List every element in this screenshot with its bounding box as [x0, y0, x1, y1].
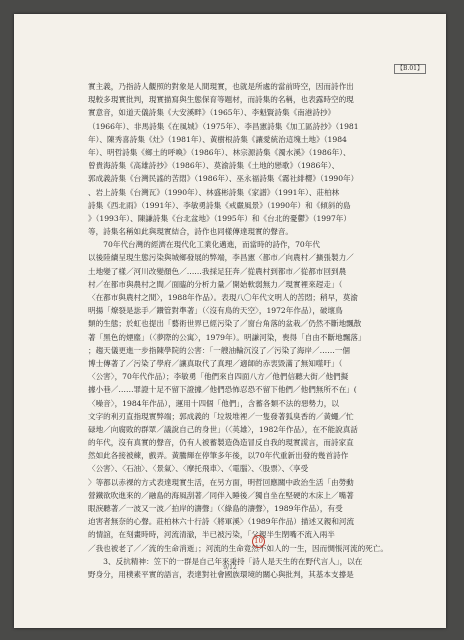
text-line: 據小巷／……罪證十足不留下證據／他們恐怖忍恐不留下他們／他們無所不在」( [88, 385, 357, 395]
document-body [88, 80, 406, 581]
text-line: 著「黑色的煙塵」（〈夢際的公寓〉，1979年）。明謙河染，喪得「自由不斷地飄落」 [88, 332, 366, 342]
text-line: 郭成義詩集《台灣民謠的苦悶》（1986年）、巫永福詩集《霧社緋櫻》（1990年） [88, 174, 359, 184]
text-line: 文字的利刃直指現實弊端；郭成義的「垃圾堆裡／一隻發著狐臭香的／黃蠅／忙 [88, 411, 354, 421]
text-line: 村／在都市與農村之間／面臨的分析力量／開始軟弱無力／現實裡來趕走」（ [88, 279, 343, 289]
text-line: 明揚「燎裂是毖手／鑽管對準著」（〈沒有鳥的天空〉，1972年作品），破壞鳥 [88, 306, 343, 316]
text-line: 的年代，沒有真實的聲音，仍有人被蓄製造偽造冒反自我的現實謊言，而詩家直 [88, 438, 354, 448]
circled-annotation-mark: 10 [252, 535, 265, 548]
text-line: 實主義，乃指詩人觀照的對象是人間現實，也就是所處的當前時空，因而詩作出 [88, 82, 354, 91]
text-line: 類的生態；於虹也提出「藝術世界已經污染了／窗台角落的盆栽／仍然不斷地飄散 [88, 319, 362, 329]
text-line: ；趨天儀更進一步指陳學院的公害：「一艘油輪沉沒了／污染了海岸／……一個 [88, 345, 350, 355]
text-line: 迫害者無奈的心聲。莊柏林六十行詩〈將軍溪〉（1989年作品）描述又親和河流 [88, 517, 355, 527]
text-line: ／我也被老了／／流的生命消逝」；河流的生命竟然不如人的一生，因而惆悵河流的死亡。 [88, 543, 388, 553]
text-line: 〉等都以赤裸的方式表達現實生活，在另方面，明哲回應關中政治生活「由勞動 [88, 477, 354, 487]
text-line: 等，詩集名稱如此與現實結合，詩作也同樣傳達現實的聲音。 [88, 227, 294, 237]
text-line: 〈噪音〉，1984年作品），運用十四個「他們」，含蓄各類不法的惡勢力，以 [88, 398, 339, 408]
text-line: 詩集《西北雨》（1991年）、李敏勇詩集《戒嚴風景》（1990年）和《傾斜的島 [88, 200, 351, 210]
document-page [14, 14, 446, 628]
text-line: 》（1993年）、陳謙詩集《台北盆地》（1995年）和《台北的憂鬱》（1997年） [88, 213, 351, 223]
text-line: 營鐵欲吹進來的／融島的海風刮著／同伴入睡後／獨自坐在堅硬的木床上／嘴著 [88, 490, 354, 500]
text-line: 年）、陳秀喜詩集《灶》（1981年）、黃樹根詩集《讓愛統治這塊土地》（1984 [88, 134, 347, 144]
text-line: 然如此各接被練，戲弄。黃騰輝在停筆多年後，以70年代重新出發的幾首詩作 [88, 451, 349, 461]
text-line: 博士傳著了／污染了學府／讓真取代了真理／適師的赤衷毀滿了無知噬吁」（ [88, 358, 343, 368]
text-line: 野身分，用樸素平實的語言，表達對社會國族環境的關心與批判，其基本支撐是 [88, 569, 354, 579]
text-line: 〈在都市與農村之間〉，1988年作品）。表現八〇年代文明人的苦悶；稍早，莫渝 [88, 293, 358, 302]
text-line: 實意音，如道天儀詩集《大安溪畔》（1965年）、李魁賢詩集《南港詩抄》 [88, 108, 336, 118]
text-line: 土地變了樣／河川改變顏色／……我採足狂奔／從農村到都市／從都市回到農 [88, 266, 347, 276]
text-line: 70年代台灣的經濟在現代化工業化邁進，而當時的詩作，70年代 [88, 240, 320, 250]
text-line: 3、反抗精神：笠下的一群是自己年來秉持「詩人是天生的在野代言人」，以在 [88, 556, 363, 566]
text-line: 〈公害〉、〈石油〉、〈景氣〉、〈摩托飛車〉、〈電腦〉、〈股票〉、〈享受 [88, 464, 309, 474]
text-line: 曾貴海詩集《高雄詩抄》（1986年）、莫渝詩集《土地的戀歌》（1986年）、 [88, 161, 340, 171]
text-line: 碌地／向腐敗的群眾／議說自己的身世」（〈英雄〉，1982年作品），在不能說真話 [88, 424, 358, 434]
text-line: 現較多現實批判，現實描寫與生態保育等題材，而詩集的名稱，也表露時空的現 [88, 95, 354, 105]
text-line: 以後陸續呈現生態污染與城鄉發展的弊端，李昌憲〈都市／向農村／擴張製力／ [88, 253, 354, 263]
text-line: 、岩上詩集《台灣瓦》（1990年）、林盛彬詩集《家譜》（1991年）、莊柏林 [88, 187, 340, 197]
text-line: 年）、明哲詩集《鄉土的呼喚》（1986年）、林宗源詩集《濁水溪》（1986年）、 [88, 147, 351, 157]
page-tag: 【B.01】 [394, 64, 426, 74]
text-line: 眼淚聽著／一波又一波／拍岸的濤聲」（〈綠島的濤聲〉，1989年作品），有受 [88, 504, 343, 513]
text-line: 〈公害〉，70年代作品）；李敏勇「他們來自四面八方／他們信聽大街／他們擬 [88, 372, 349, 382]
text-line: （1966年）、非馬詩集《在風城》（1975年）、李昌憲詩集《加工區詩抄》（1981 [88, 121, 359, 131]
text-line: 的情誼，在刻畫時時，河流清澈，半已被污染，「父親半生閉嘴不流入兩半 [88, 530, 335, 540]
page-number: 9/12 [223, 564, 237, 571]
